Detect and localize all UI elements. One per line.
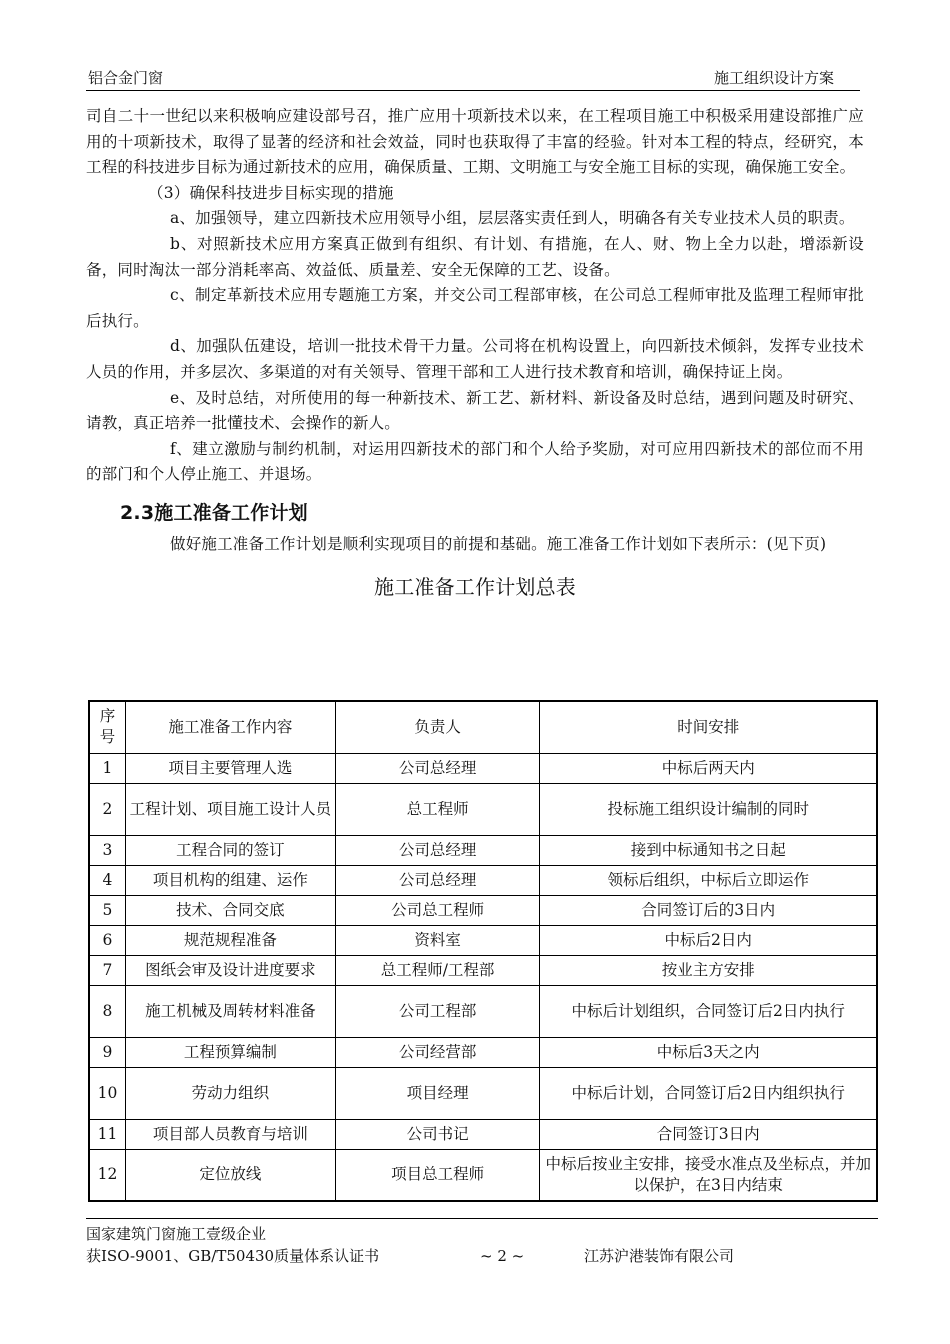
table-row — [89, 925, 877, 955]
row-schedule-cell: 按业主方安排 — [540, 955, 877, 985]
row-content-cell: 工程计划、项目施工设计人员 — [125, 783, 335, 835]
row-owner-cell: 公司工程部 — [335, 985, 540, 1037]
table-body — [89, 753, 877, 1201]
row-content-cell: 定位放线 — [125, 1149, 335, 1201]
row-owner-cell: 资料室 — [335, 925, 540, 955]
footer-qualification: 国家建筑门窗施工壹级企业 — [86, 1225, 267, 1243]
header-cell-index: 序号 — [89, 701, 125, 753]
row-content-cell: 施工机械及周转材料准备 — [125, 985, 335, 1037]
row-index-cell: 3 — [89, 835, 125, 865]
row-index-cell: 10 — [89, 1067, 125, 1119]
table-row — [89, 865, 877, 895]
row-content-cell: 技术、合同交底 — [125, 895, 335, 925]
page-footer — [86, 1218, 878, 1267]
table-row — [89, 1149, 877, 1201]
document-body — [86, 104, 864, 612]
paragraph-measure-d: d、加强队伍建设，培训一批技术骨干力量。公司将在机构设置上，向四新技术倾斜，发挥专业技术人员的作用，并多层次、多渠道的对有关领导、管理干部和工人进行技术教育和培训，确保持证上岗。 — [86, 337, 864, 381]
row-schedule-cell: 接到中标通知书之日起 — [540, 835, 877, 865]
table-row — [89, 955, 877, 985]
row-schedule-cell: 中标后2日内 — [540, 925, 877, 955]
row-content-cell: 项目主要管理人选 — [125, 753, 335, 783]
footer-company: 江苏沪港装饰有限公司 — [584, 1247, 735, 1265]
row-index-cell: 9 — [89, 1037, 125, 1067]
row-owner-cell: 公司总工程师 — [335, 895, 540, 925]
row-schedule-cell: 中标后3天之内 — [540, 1037, 877, 1067]
header-right-title: 施工组织设计方案 — [713, 69, 834, 87]
row-schedule-cell: 合同签订3日内 — [540, 1119, 877, 1149]
paragraph-measures-heading: （3）确保科技进步目标实现的措施 — [148, 183, 394, 202]
row-owner-cell: 项目经理 — [335, 1067, 540, 1119]
footer-line-2 — [86, 1245, 878, 1267]
preparation-plan-table — [88, 700, 878, 1202]
row-index-cell: 2 — [89, 783, 125, 835]
row-owner-cell: 总工程师/工程部 — [335, 955, 540, 985]
row-owner-cell: 公司总经理 — [335, 865, 540, 895]
row-content-cell: 项目机构的组建、运作 — [125, 865, 335, 895]
row-content-cell: 规范规程准备 — [125, 925, 335, 955]
table-header-row — [89, 701, 877, 753]
page-number: ~ 2 ~ — [480, 1247, 525, 1265]
page-header — [86, 66, 860, 91]
table-row — [89, 1037, 877, 1067]
paragraph-measure-b: b、对照新技术应用方案真正做到有组织、有计划、有措施，在人、财、物上全力以赴，增添新设备，同时淘汰一部分消耗率高、效益低、质量差、安全无保障的工艺、设备。 — [86, 234, 864, 279]
table-row — [89, 835, 877, 865]
row-owner-cell: 公司总经理 — [335, 753, 540, 783]
table-row — [89, 783, 877, 835]
row-index-cell: 8 — [89, 985, 125, 1037]
table-row — [89, 1067, 877, 1119]
row-owner-cell: 公司总经理 — [335, 835, 540, 865]
row-content-cell: 工程预算编制 — [125, 1037, 335, 1067]
row-content-cell: 劳动力组织 — [125, 1067, 335, 1119]
row-schedule-cell: 投标施工组织设计编制的同时 — [540, 783, 877, 835]
paragraph-measure-a: a、加强领导，建立四新技术应用领导小组，层层落实责任到人，明确各有关专业技术人员的职责。 — [170, 209, 855, 228]
table-row — [89, 985, 877, 1037]
row-owner-cell: 公司经营部 — [335, 1037, 540, 1067]
row-owner-cell: 总工程师 — [335, 783, 540, 835]
table-row — [89, 1119, 877, 1149]
row-index-cell: 5 — [89, 895, 125, 925]
row-index-cell: 11 — [89, 1119, 125, 1149]
row-content-cell: 项目部人员教育与培训 — [125, 1119, 335, 1149]
section-heading: 2.3施工准备工作计划 — [120, 501, 308, 524]
row-schedule-cell: 中标后按业主安排，接受水准点及坐标点，并加以保护，在3日内结束 — [540, 1149, 877, 1201]
header-cell-owner: 负责人 — [335, 701, 540, 753]
row-index-cell: 1 — [89, 753, 125, 783]
table-row — [89, 753, 877, 783]
paragraph-measure-c: c、制定革新技术应用专题施工方案，并交公司工程部审核，在公司总工程师审批及监理工程师审批后执行。 — [86, 286, 864, 330]
paragraph-intro: 司自二十一世纪以来积极响应建设部号召，推广应用十项新技术以来，在工程项目施工中积极采用建设部推广应用的十项新技术，取得了显著的经济和社会效益，同时也获取得了丰富的经验。针对本工程的特点，经研究，本工程的科技进步目标为通过新技术的应用，确保质量、工期、文明施工与安全施工目标的实现，确保施工安全。 — [86, 107, 864, 177]
header-cell-schedule: 时间安排 — [540, 701, 877, 753]
row-content-cell: 图纸会审及设计进度要求 — [125, 955, 335, 985]
row-index-cell: 7 — [89, 955, 125, 985]
header-cell-content: 施工准备工作内容 — [125, 701, 335, 753]
row-content-cell: 工程合同的签订 — [125, 835, 335, 865]
footer-certification: 获ISO-9001、GB/T50430质量体系认证书 — [86, 1247, 380, 1265]
row-owner-cell: 公司书记 — [335, 1119, 540, 1149]
paragraph-measure-f: f、建立激励与制约机制，对运用四新技术的部门和个人给予奖励，对可应用四新技术的部位而不用的部门和个人停止施工、并退场。 — [86, 439, 864, 484]
row-schedule-cell: 中标后两天内 — [540, 753, 877, 783]
table-title: 施工准备工作计划总表 — [374, 574, 576, 599]
row-schedule-cell: 中标后计划组织，合同签订后2日内执行 — [540, 985, 877, 1037]
row-schedule-cell: 合同签订后的3日内 — [540, 895, 877, 925]
paragraph-measure-e: e、及时总结，对所使用的每一种新技术、新工艺、新材料、新设备及时总结，遇到问题及时研究、请教，真正培养一批懂技术、会操作的新人。 — [86, 388, 864, 433]
row-index-cell: 6 — [89, 925, 125, 955]
row-schedule-cell: 领标后组织，中标后立即运作 — [540, 865, 877, 895]
header-left-title: 铝合金门窗 — [88, 69, 164, 87]
row-index-cell: 4 — [89, 865, 125, 895]
section-intro: 做好施工准备工作计划是顺利实现项目的前提和基础。施工准备工作计划如下表所示：(见下页) — [170, 534, 827, 553]
table-row — [89, 895, 877, 925]
row-schedule-cell: 中标后计划，合同签订后2日内组织执行 — [540, 1067, 877, 1119]
row-owner-cell: 项目总工程师 — [335, 1149, 540, 1201]
row-index-cell: 12 — [89, 1149, 125, 1201]
